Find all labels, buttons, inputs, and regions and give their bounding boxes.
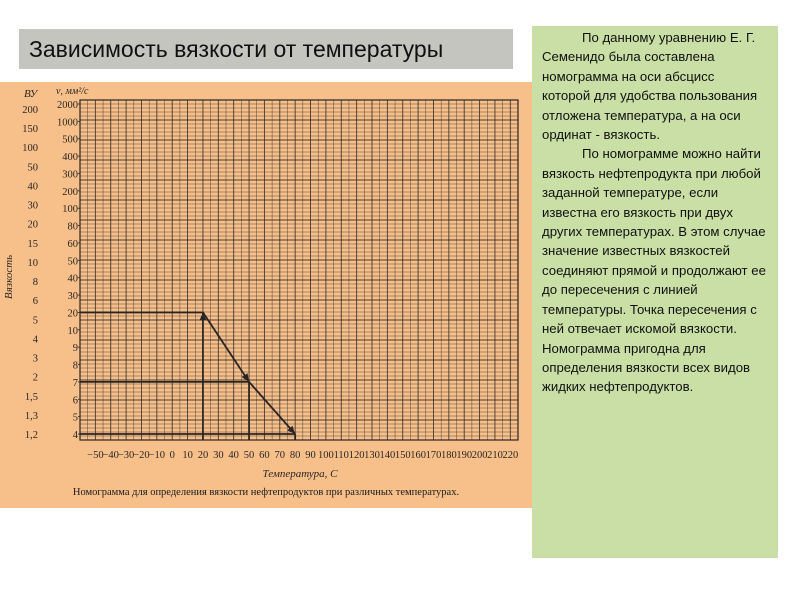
nomogram-chart: [0, 82, 532, 508]
vu-axis-header: ВУ: [24, 88, 38, 100]
nu-tick-label: 80: [67, 221, 78, 233]
nu-axis-header: ν, мм²/с: [56, 86, 89, 97]
x-tick-label: −10: [148, 450, 166, 461]
nu-tick-label: 20: [67, 308, 78, 320]
nu-tick-label: 2000: [57, 100, 78, 111]
nu-tick-label: 50: [67, 256, 78, 268]
x-tick-label: 10: [182, 450, 193, 461]
x-tick-label: 200: [471, 450, 488, 461]
vu-tick-label: 20: [27, 219, 38, 231]
nu-tick-label: 100: [62, 204, 78, 216]
x-tick-label: 220: [502, 450, 519, 461]
slide-title-box: [19, 29, 513, 69]
x-tick-label: 190: [456, 450, 473, 461]
slide-title: Зависимость вязкости от температуры: [29, 36, 444, 62]
vu-tick-label: 5: [32, 315, 38, 327]
vu-tick-label: 1,2: [24, 430, 38, 441]
vu-tick-label: 50: [27, 162, 38, 174]
x-tick-label: −50: [87, 450, 104, 461]
grid-frame: [80, 100, 518, 440]
nu-tick-label: 60: [67, 238, 78, 250]
vu-tick-label: 10: [27, 257, 38, 269]
nu-tick-label: 30: [67, 291, 78, 303]
x-tick-label: 50: [243, 450, 255, 461]
nu-tick-label: 9: [72, 343, 78, 355]
vu-tick-label: 1,3: [24, 410, 38, 422]
vu-tick-label: 3: [32, 353, 38, 365]
nu-tick-label: 200: [62, 186, 78, 198]
x-tick-label: −20: [133, 450, 150, 461]
x-tick-label: 140: [379, 450, 396, 461]
nu-tick-label: 8: [72, 360, 78, 372]
vu-tick-label: 4: [32, 334, 38, 346]
x-axis-label: Температура, С: [262, 468, 338, 480]
vu-tick-label: 40: [27, 181, 38, 193]
x-tick-label: 150: [394, 450, 411, 461]
vu-tick-label: 8: [32, 277, 38, 289]
vu-tick-label: 30: [27, 200, 38, 212]
x-tick-label: −40: [102, 450, 119, 461]
nomogram-figure: [0, 82, 532, 508]
nomogram-grid: [80, 100, 518, 440]
nu-tick-label: 400: [62, 152, 78, 164]
vu-tick-label: 100: [22, 143, 38, 155]
vu-tick-label: 200: [22, 105, 38, 116]
x-tick-label: 30: [213, 450, 224, 461]
x-tick-label: 100: [318, 450, 334, 461]
x-tick-label: 160: [410, 450, 426, 461]
nomogram-caption: Номограмма для определения вязкости нефтепродуктов при различных температурах.: [72, 487, 460, 498]
nu-tick-label: 10: [67, 325, 78, 337]
nu-tick-label: 6: [72, 395, 78, 407]
vu-tick-label: 2: [32, 372, 38, 384]
x-tick-label: 80: [289, 450, 301, 461]
x-tick-label: 20: [197, 450, 209, 461]
nu-tick-label: 1000: [57, 117, 78, 129]
x-tick-label: 60: [259, 450, 270, 461]
nu-tick-label: 4: [72, 430, 78, 441]
vu-tick-label: 150: [22, 124, 38, 136]
example-arrowhead: [242, 373, 249, 382]
nu-tick-label: 500: [62, 134, 78, 146]
nu-tick-label: 7: [72, 377, 78, 389]
vu-tick-label: 1,5: [24, 391, 38, 403]
nu-tick-label: 40: [67, 273, 78, 285]
description-paragraph-1: По данному уравнению Е. Г. Семенидо была составлена номограмма на оси абсцисс которой для удобства пользования отложена температура, а на оси ординат - вязкость.: [542, 30, 758, 143]
x-tick-label: 0: [169, 450, 175, 461]
nu-tick-label: 5: [72, 412, 78, 424]
nu-tick-label: 300: [62, 169, 78, 181]
x-tick-label: 110: [333, 450, 349, 461]
x-tick-label: 130: [364, 450, 380, 461]
x-tick-label: −30: [117, 450, 135, 461]
y-axis-label: Вязкость: [3, 254, 15, 300]
x-tick-label: 90: [305, 450, 316, 461]
description-panel: [532, 26, 778, 558]
vu-tick-label: 15: [27, 238, 38, 250]
x-tick-label: 40: [228, 450, 239, 461]
x-tick-label: 120: [348, 450, 365, 461]
x-tick-label: 170: [425, 450, 442, 461]
x-tick-label: 70: [274, 450, 286, 461]
vu-tick-label: 6: [32, 296, 38, 308]
description-paragraph-2: По номограмме можно найти вязкость нефтепродукта при любой заданной температуре, если известна его вязкость при двух других температурах. В этом случае значение известных вязкостей соединяют прямой и продолжают ее до пересечения с линией температуры. Точка пересечения с ней отвечает искомой вязкости. Номограмма пригодна для определения вязкости всех видов жидких нефтепродуктов.: [542, 146, 766, 395]
x-tick-label: 210: [487, 450, 503, 461]
x-tick-label: 180: [440, 450, 457, 461]
